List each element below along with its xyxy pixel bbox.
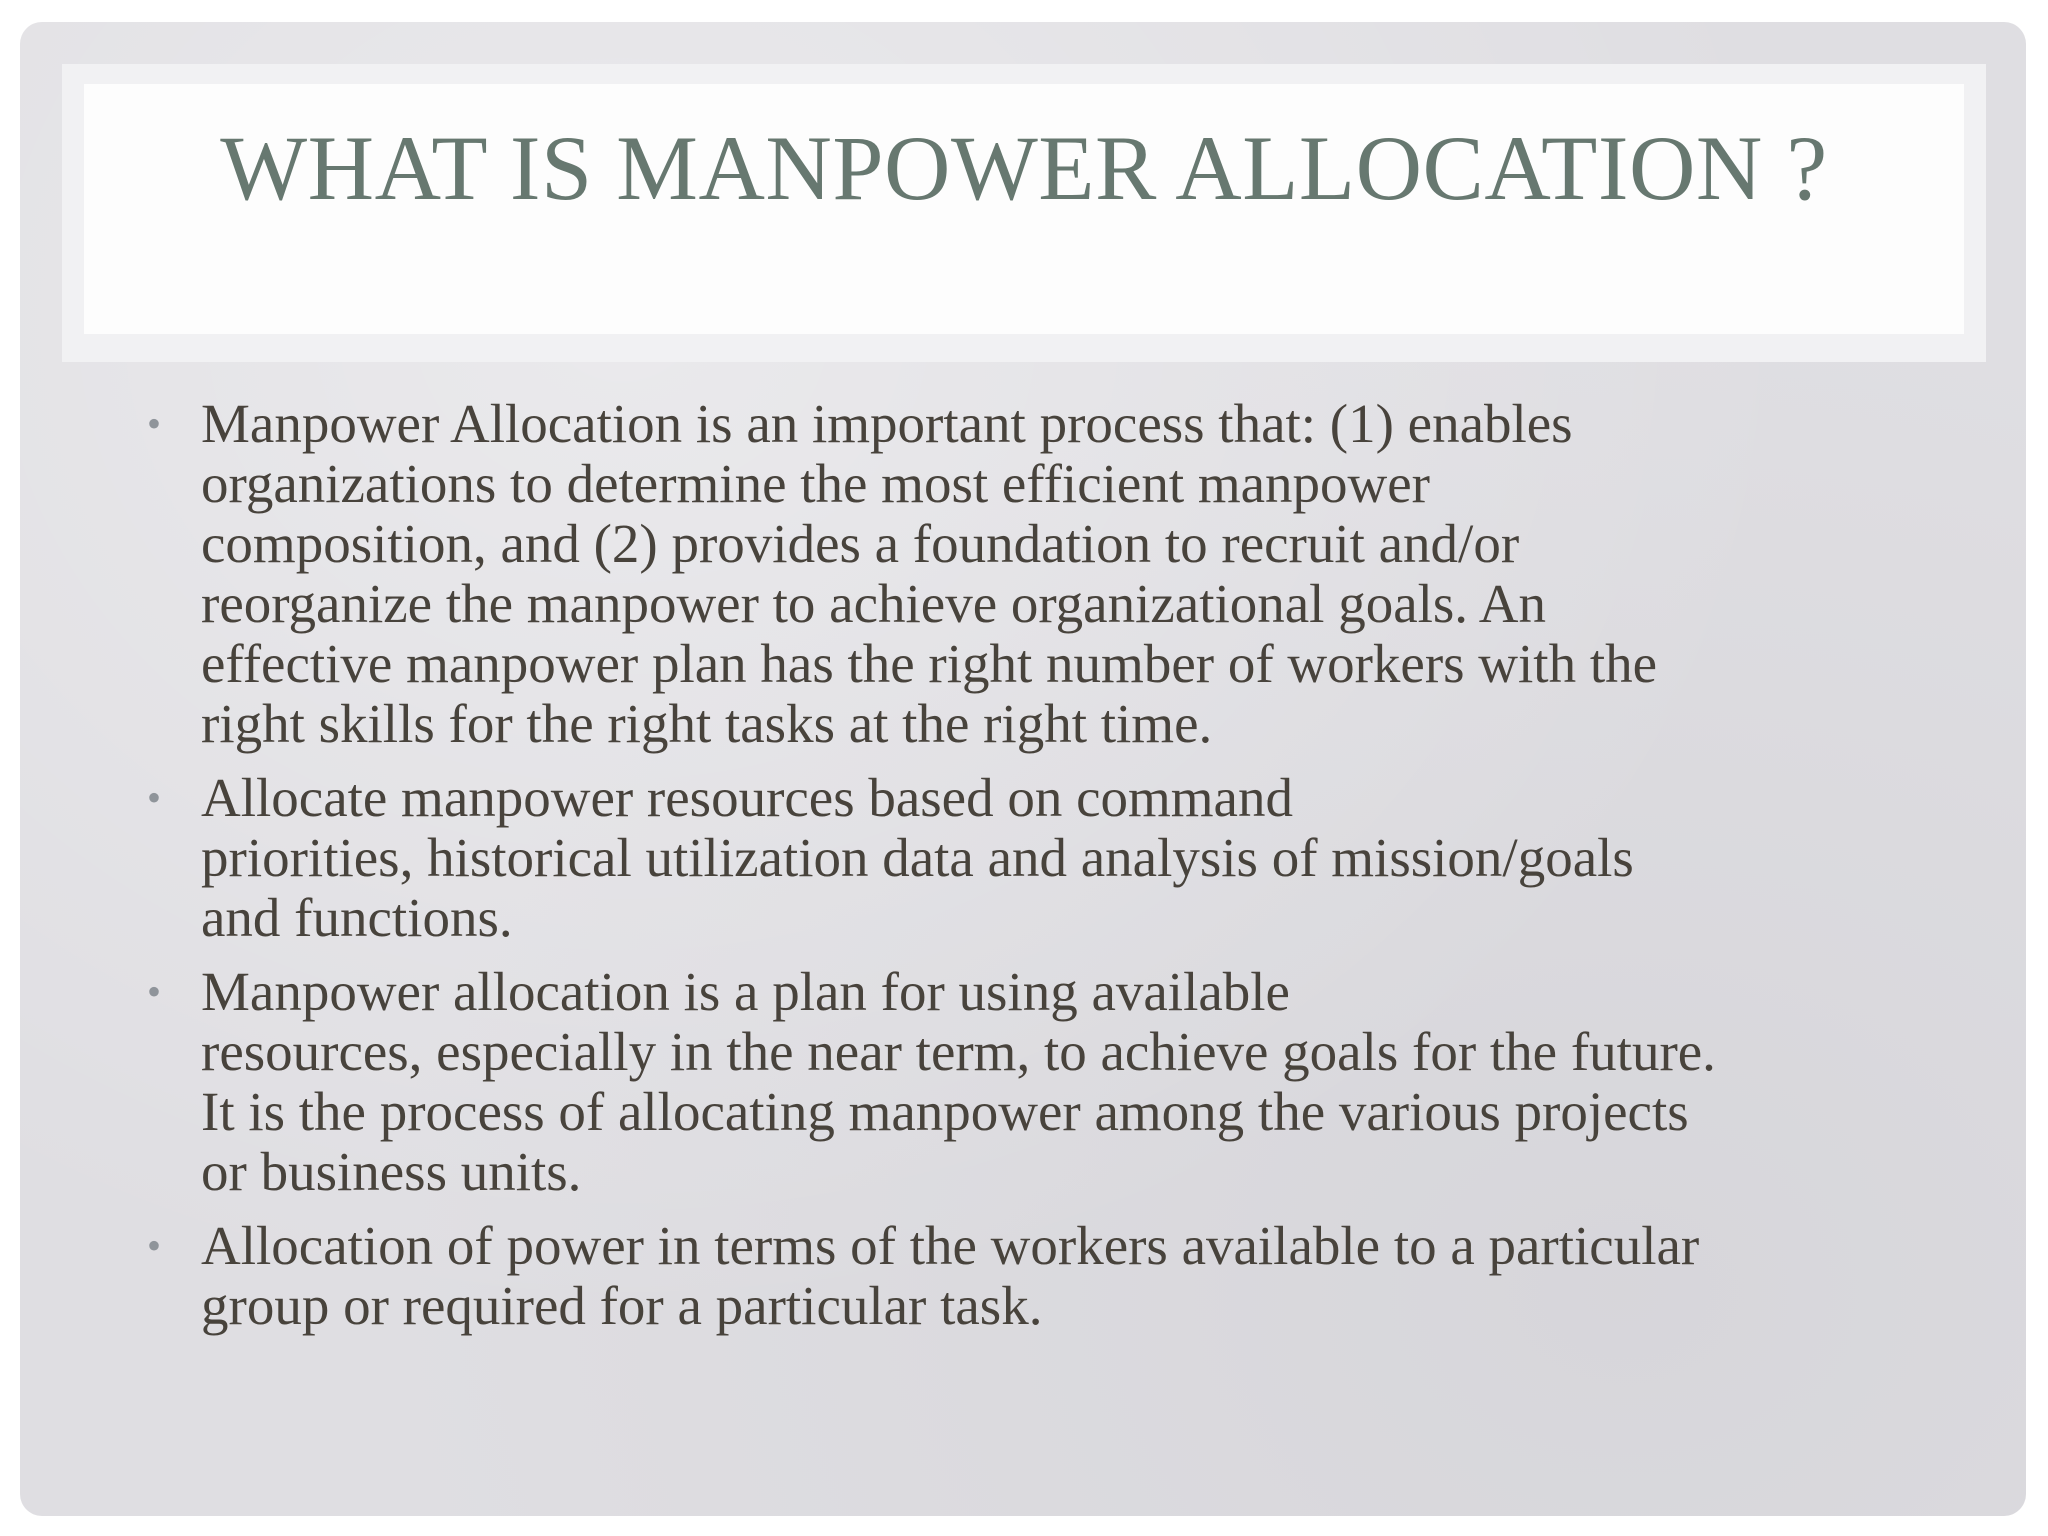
bullet-marker: • <box>147 1223 162 1268</box>
slide <box>20 22 2026 1516</box>
bullet-line: Manpower allocation is a plan for using available <box>201 961 1290 1022</box>
bullet-line: It is the process of allocating manpower among the various projects <box>201 1081 1689 1142</box>
bullet-line: effective manpower plan has the right number of workers with the <box>201 633 1658 694</box>
bullet-marker: • <box>147 775 162 820</box>
bullet-list <box>147 394 1967 1350</box>
title-box <box>84 84 1964 334</box>
bullet-line: organizations to determine the most efficient manpower <box>201 453 1430 514</box>
bullet-line: composition, and (2) provides a foundation to recruit and/or <box>201 513 1520 574</box>
bullet-line: and functions. <box>201 887 513 948</box>
slide-title: WHAT IS MANPOWER ALLOCATION ? <box>220 117 1828 219</box>
bullet-item <box>147 962 1967 1202</box>
bullet-marker: • <box>147 969 162 1014</box>
bullet-line: or business units. <box>201 1141 582 1202</box>
bullet-line: Allocate manpower resources based on command <box>201 767 1293 828</box>
bullet-line: right skills for the right tasks at the right time. <box>201 693 1213 754</box>
bullet-marker: • <box>147 401 162 446</box>
bullet-line: Allocation of power in terms of the workers available to a particular <box>201 1215 1700 1276</box>
bullet-item <box>147 768 1967 948</box>
bullet-item <box>147 1216 1967 1336</box>
bullet-line: Manpower Allocation is an important process that: (1) enables <box>201 393 1573 454</box>
title-band <box>62 64 1986 362</box>
bullet-line: reorganize the manpower to achieve organizational goals. An <box>201 573 1546 634</box>
bullet-line: group or required for a particular task. <box>201 1275 1043 1336</box>
bullet-line: priorities, historical utilization data and analysis of mission/goals <box>201 827 1634 888</box>
bullet-item <box>147 394 1967 754</box>
bullet-line: resources, especially in the near term, to achieve goals for the future. <box>201 1021 1716 1082</box>
